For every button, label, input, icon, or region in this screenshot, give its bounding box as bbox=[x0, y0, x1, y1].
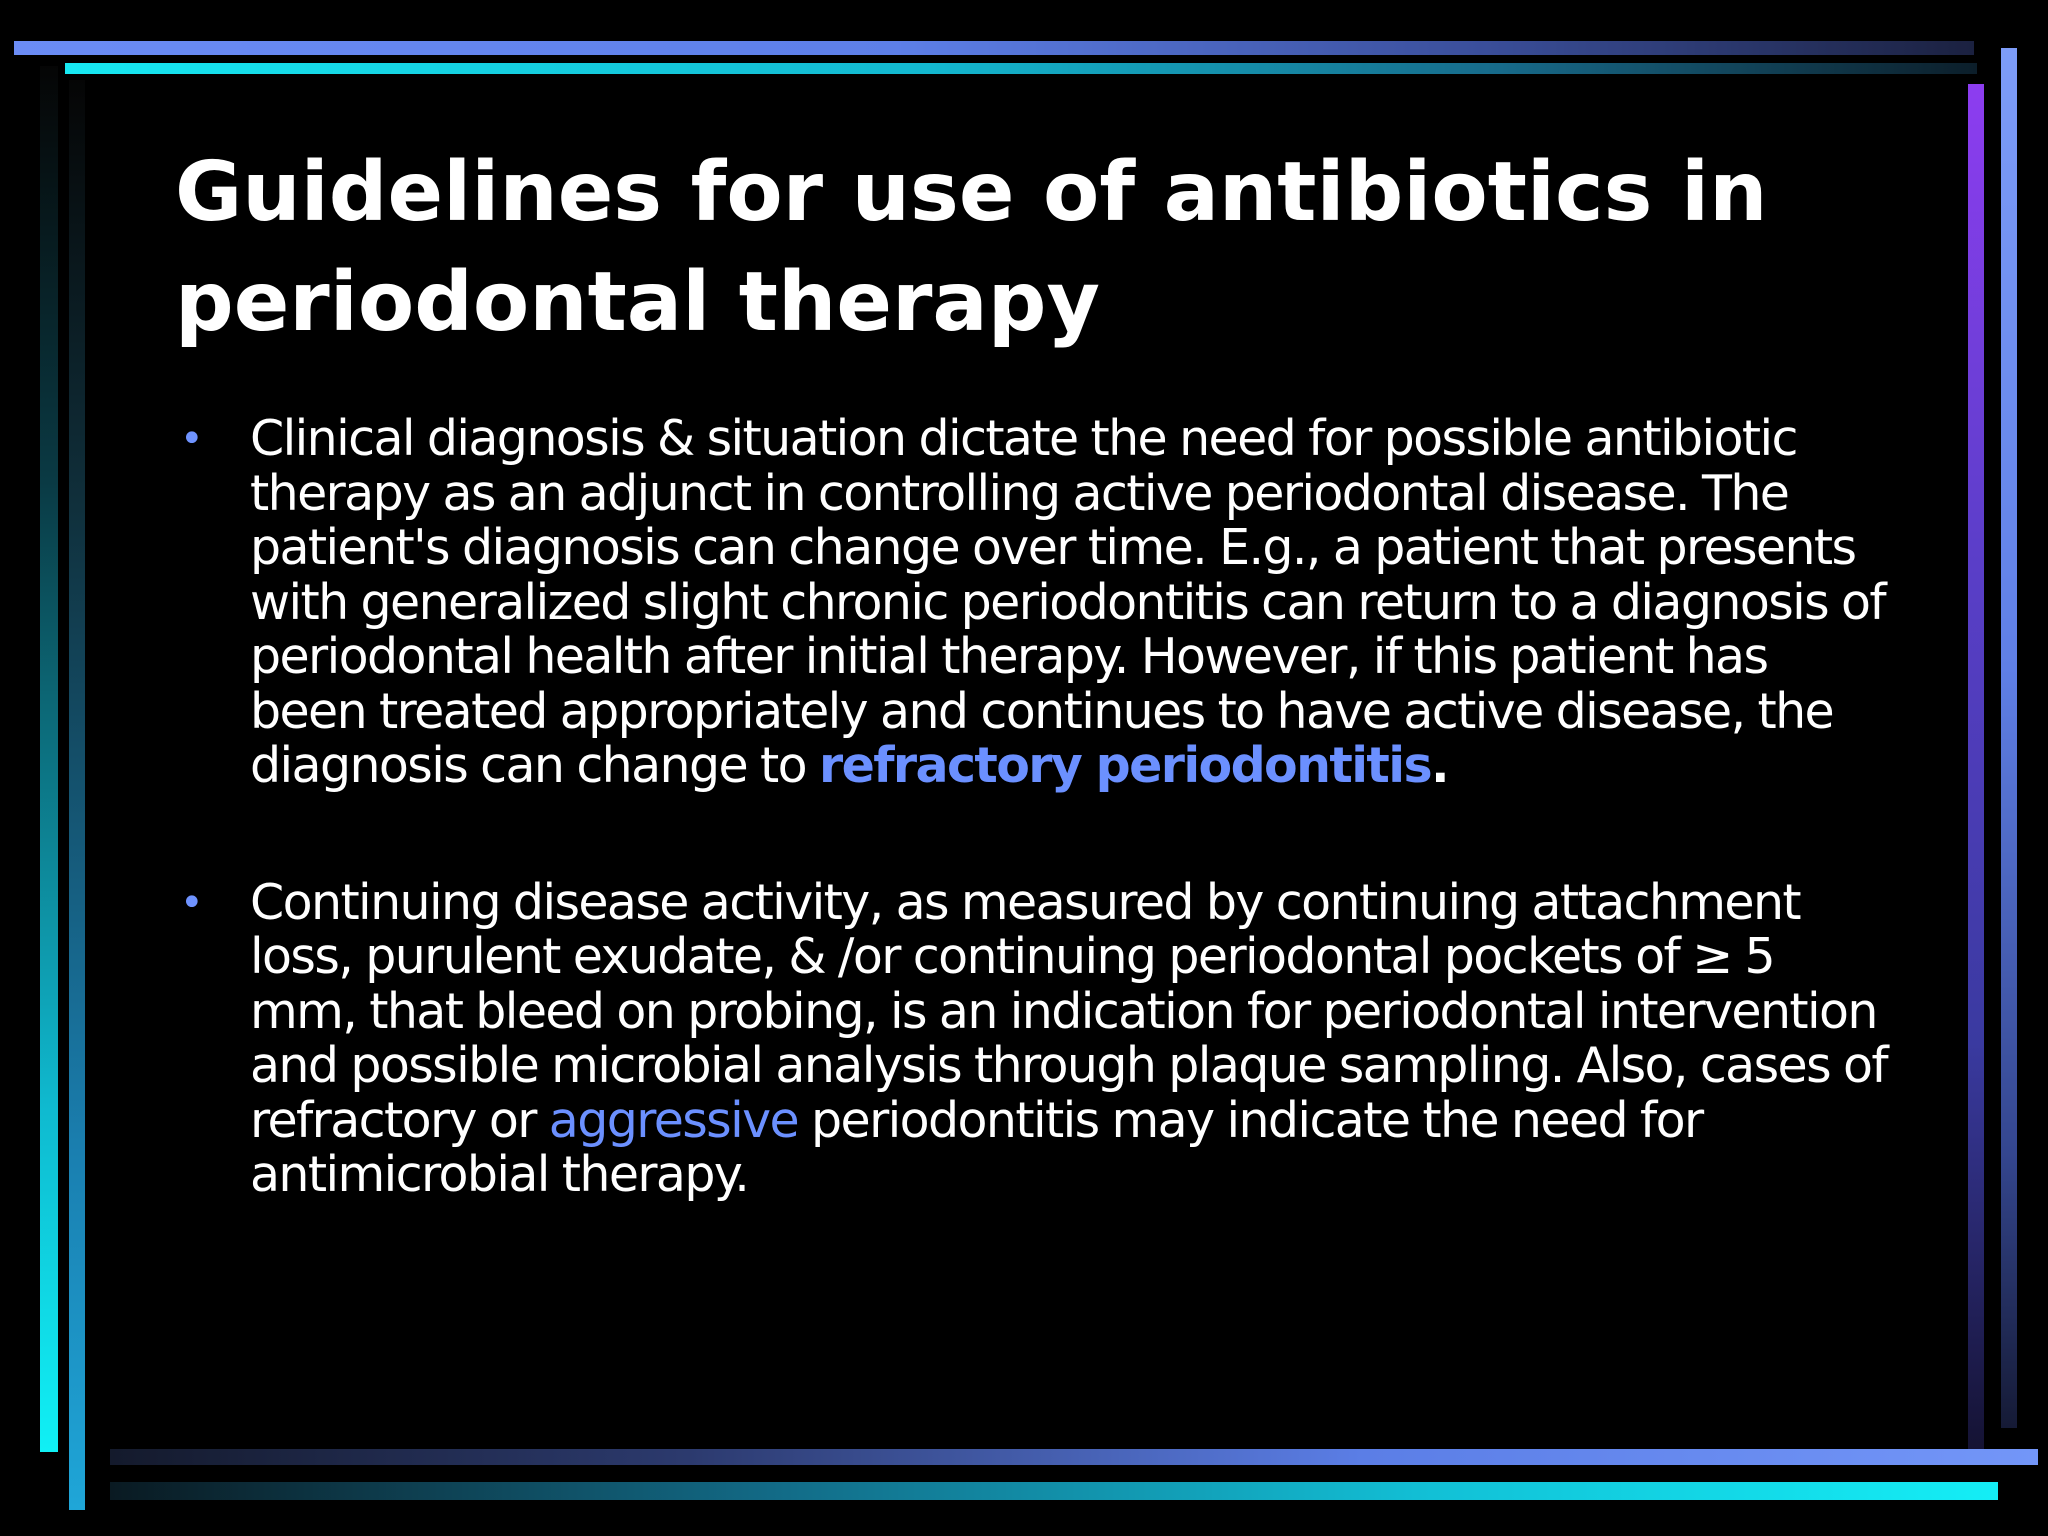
frame-left-bar-blue bbox=[69, 80, 85, 1510]
bullet-text-end: . bbox=[1431, 737, 1449, 794]
bullet-item-clinical-diagnosis bbox=[172, 412, 1892, 794]
frame-bottom-bar-blue bbox=[110, 1449, 2038, 1465]
bullet-item-disease-activity bbox=[172, 873, 1892, 1203]
bullet-list bbox=[172, 412, 1892, 1203]
bullet-text: Clinical diagnosis & situation dictate the need for possible antibiotic therapy as an adjunct in controlling active periodontal disease. The patient's diagnosis can change over time. E.g., a patient that presents with generalized slight chronic periodontitis can return to a diagnosis of periodontal health after initial therapy. However, if this patient has been treated appropriately and continues to have active disease, the diagnosis can change to bbox=[250, 410, 1886, 794]
frame-left-bar-cyan bbox=[40, 66, 58, 1452]
bullet-icon: • bbox=[180, 416, 202, 462]
bullet-text: Continuing disease activity, as measured by continuing attachment loss, purulent exudate, & /or continuing periodontal pockets of ≥ 5 mm, that bleed on probing, is an indication for periodontal intervention and possible microbial analysis through plaque sampling. Also, cases of refractory or bbox=[250, 873, 1888, 1149]
slide-title: Guidelines for use of antibiotics in periodontal therapy bbox=[175, 145, 1768, 350]
frame-top-bar-cyan bbox=[65, 63, 1977, 74]
highlight-aggressive: aggressive bbox=[548, 1091, 799, 1149]
frame-bottom-bar-cyan bbox=[110, 1482, 1998, 1500]
frame-top-bar-blue bbox=[14, 41, 1974, 55]
bullet-icon: • bbox=[180, 879, 202, 926]
highlight-refractory-periodontitis: refractory periodontitis bbox=[819, 737, 1432, 794]
frame-right-bar-purple bbox=[1968, 84, 1984, 1454]
bullet-text-end: periodontitis may indicate the need for antimicrobial therapy. bbox=[250, 1091, 1703, 1203]
frame-right-bar-blue bbox=[2001, 48, 2017, 1428]
